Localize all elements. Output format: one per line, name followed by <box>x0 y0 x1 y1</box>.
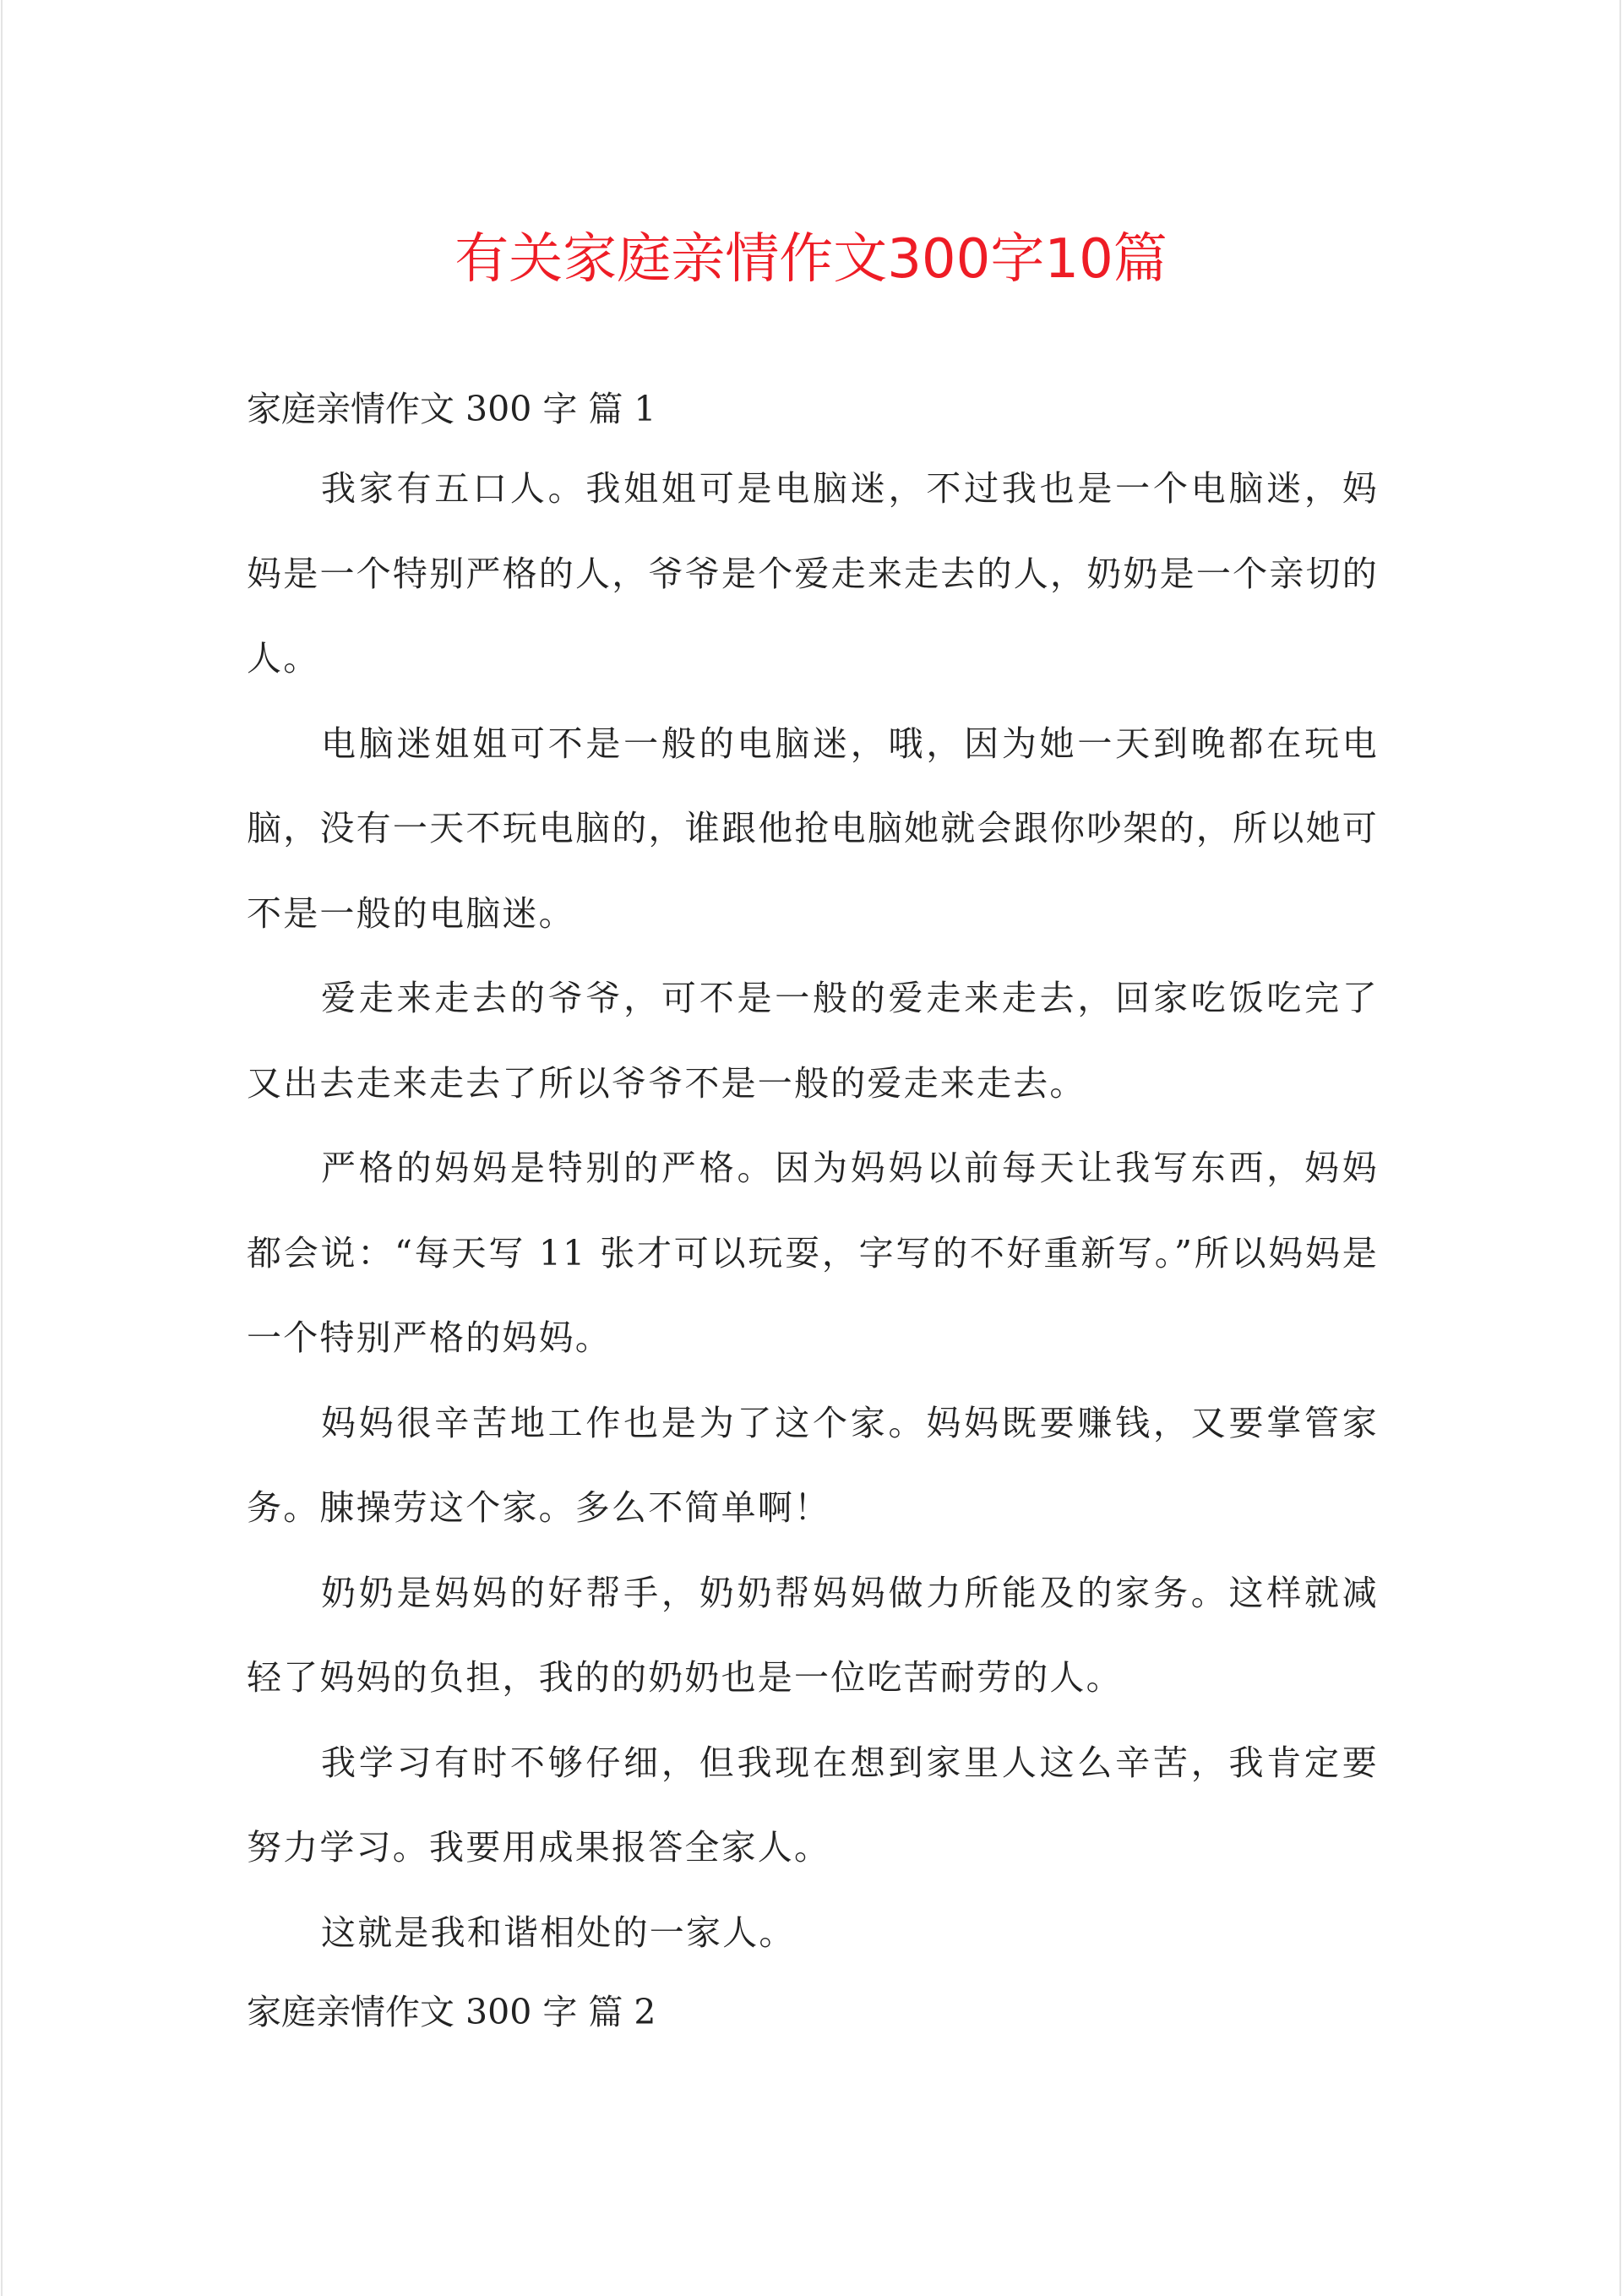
section-heading: 家庭亲情作文 300 字 篇 1 <box>247 389 656 429</box>
paragraph: 电脑迷姐姐可不是一般的电脑迷，哦，因为她一天到晚都在玩电脑，没有一天不玩电脑的，谁跟他抢电脑她就会跟你吵架的，所以她可不是一般的电脑迷。 <box>247 723 1379 934</box>
paragraph: 我家有五口人。我姐姐可是电脑迷，不过我也是一个电脑迷，妈妈是一个特别严格的人，爷爷是个爱走来走去的人，奶奶是一个亲切的人。 <box>247 468 1379 679</box>
paragraph: 爱走来走去的爷爷，可不是一般的爱走来走去，回家吃饭吃完了又出去走来走去了所以爷爷不是一般的爱走来走去。 <box>247 978 1379 1104</box>
page-edge-left <box>1 0 3 2296</box>
section-heading: 家庭亲情作文 300 字 篇 2 <box>247 1992 656 2032</box>
document-body <box>247 372 1379 2049</box>
paragraph: 妈妈很辛苦地工作也是为了这个家。妈妈既要赚钱，又要掌管家务。脨操劳这个家。多么不简单啊！ <box>247 1402 1379 1528</box>
paragraph: 奶奶是妈妈的好帮手，奶奶帮妈妈做力所能及的家务。这样就减轻了妈妈的负担，我的的奶奶也是一位吃苦耐劳的人。 <box>247 1572 1379 1698</box>
paragraph: 这就是我和谐相处的一家人。 <box>321 1912 796 1953</box>
paragraph: 我学习有时不够仔细，但我现在想到家里人这么辛苦，我肯定要努力学习。我要用成果报答全家人。 <box>247 1742 1379 1868</box>
document-title: 有关家庭亲情作文300字10篇 <box>454 228 1168 291</box>
page-edge-right <box>1619 0 1621 2296</box>
paragraph: 严格的妈妈是特别的严格。因为妈妈以前每天让我写东西，妈妈都会说：“每天写 11 张才可以玩耍，字写的不好重新写。”所以妈妈是一个特别严格的妈妈。 <box>247 1148 1379 1358</box>
